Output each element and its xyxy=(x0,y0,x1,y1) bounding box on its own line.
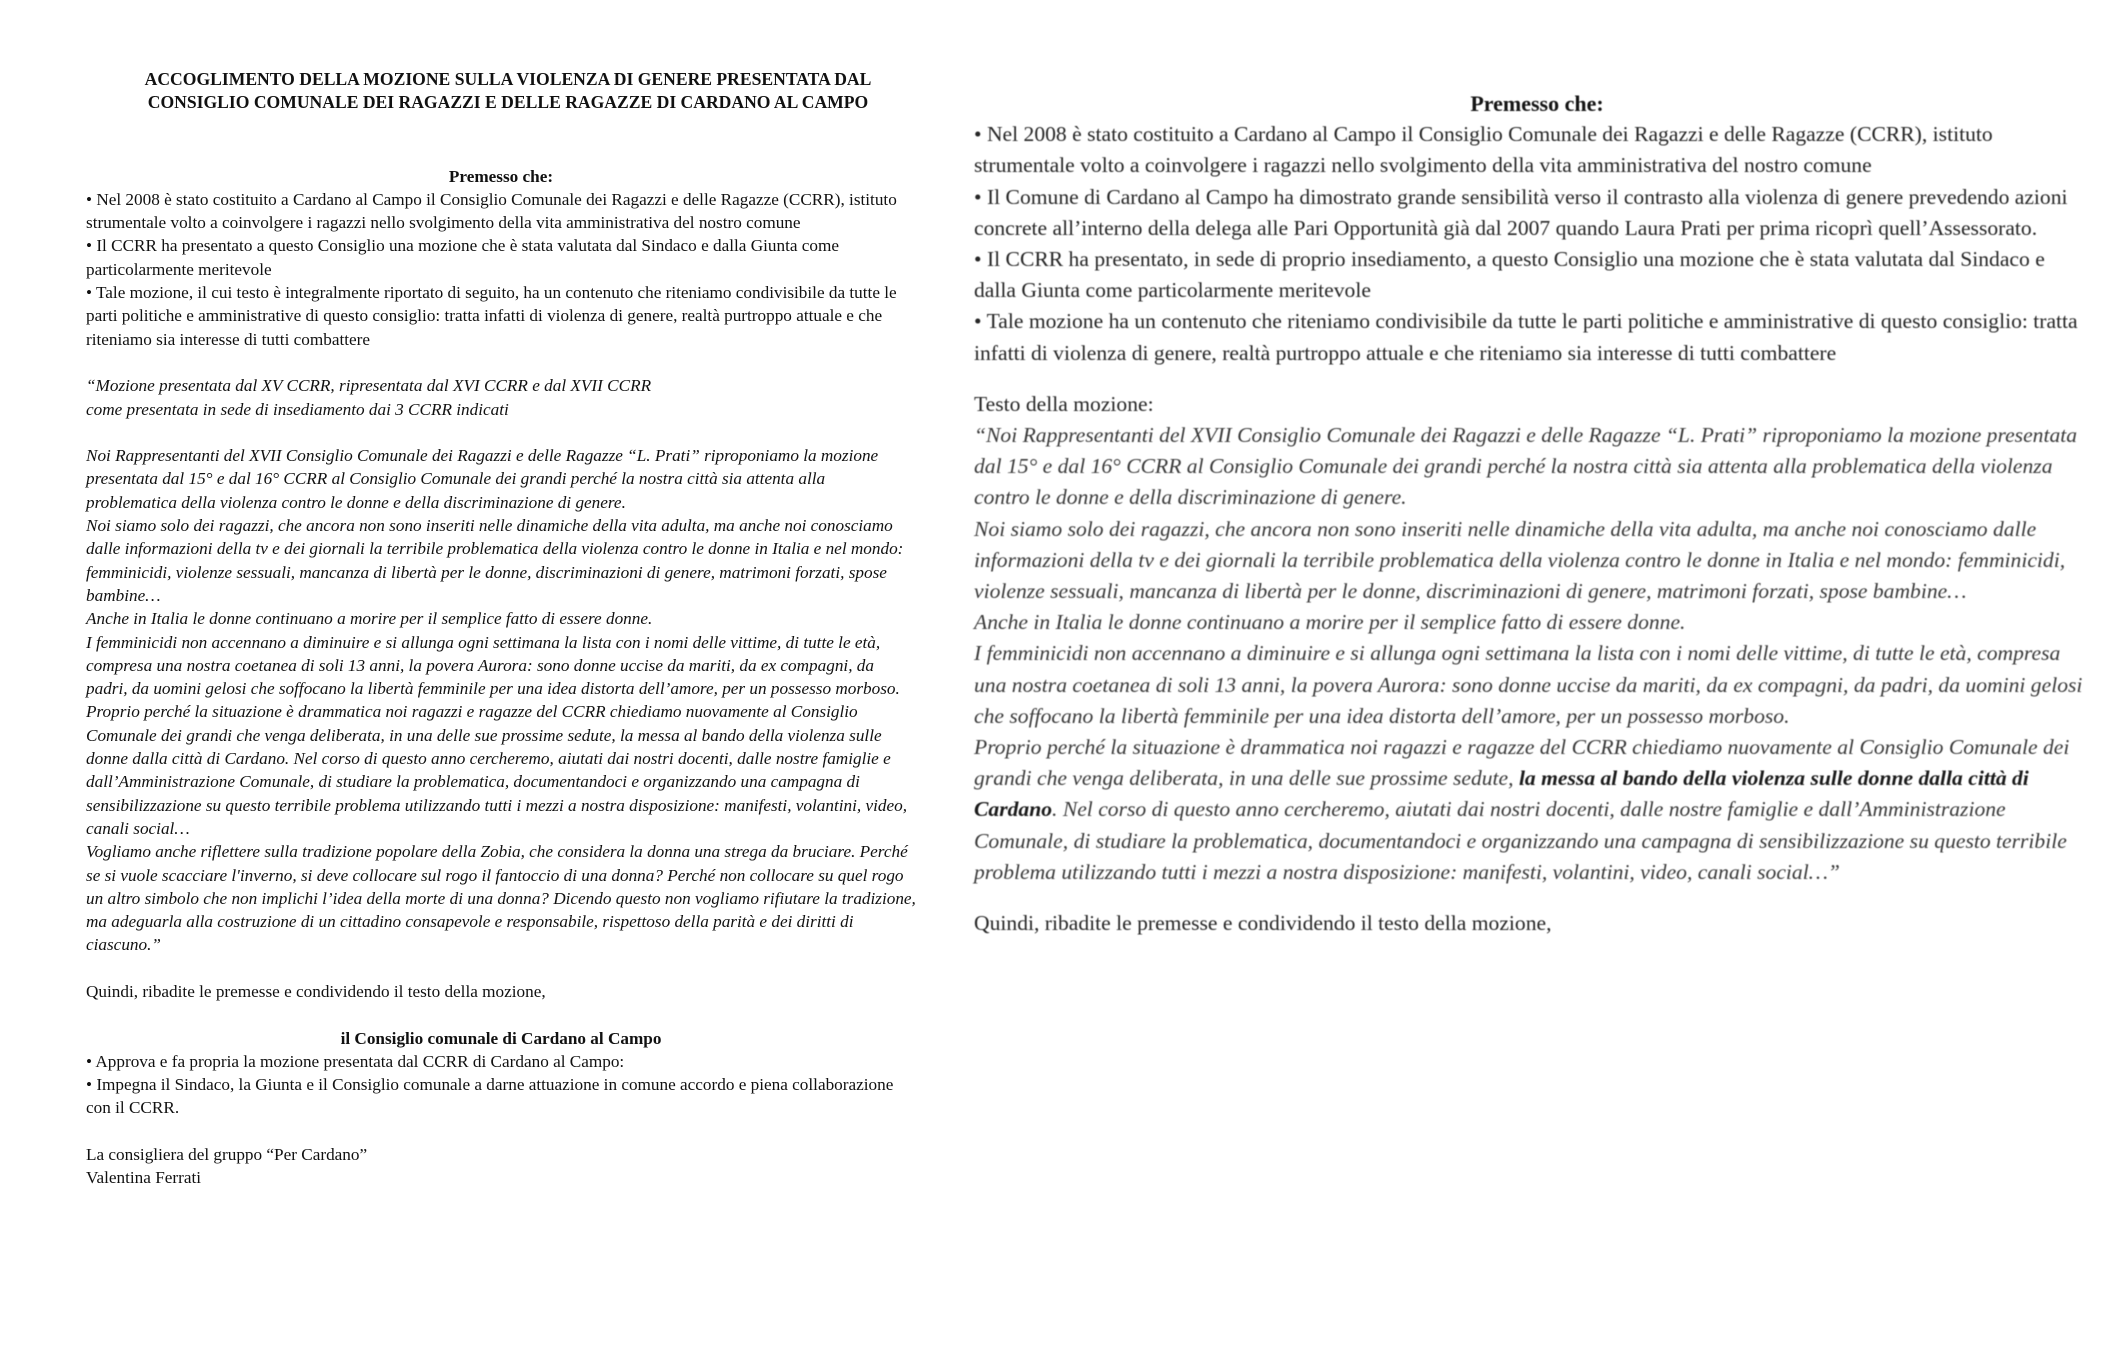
premise-bullet: • Nel 2008 è stato costituito a Cardano al Campo il Consiglio Comunale dei Ragazzi e delle Ragazze (CCRR), istituto strumentale volto a coinvolgere i ragazzi nello svolgimento della vita amministrativa del nostro comune xyxy=(974,122,1993,178)
resolution-bullet: • Approva e fa propria la mozione presentata dal CCRR di Cardano al Campo: xyxy=(86,1051,625,1071)
motion-paragraph: Noi Rappresentanti del XVII Consiglio Comunale dei Ragazzi e delle Ragazze “L. Prati” riproponiamo la mozione presentata dal 15° e dal 16° CCRR al Consiglio Comunale dei grandi perché la nostra città sia attenta alla problematica della violenza contro le donne e della discriminazione di genere. xyxy=(86,446,879,512)
quindi-text: Quindi, ribadite le premesse e condividendo il testo della mozione, xyxy=(86,981,546,1001)
testo-heading: Testo della mozione: xyxy=(974,391,1154,416)
premesso-heading: Premesso che: xyxy=(1470,91,1604,116)
motion-paragraph: “Noi Rappresentanti del XVII Consiglio Comunale dei Ragazzi e delle Ragazze “L. Prati” riproponiamo la mozione presentata dal 15° e dal 16° CCRR al Consiglio Comunale dei grandi perché la nostra città sia attenta alla problematica della violenza contro le donne e della discriminazione di genere. xyxy=(974,423,2078,510)
premise-bullet: • Nel 2008 è stato costituito a Cardano al Campo il Consiglio Comunale dei Ragazzi e delle Ragazze (CCRR), istituto strumentale volto a coinvolgere i ragazzi nello svolgimento della vita amministrativa del nostro comune xyxy=(86,189,897,233)
premise-bullet: • Il Comune di Cardano al Campo ha dimostrato grande sensibilità verso il contrasto alla violenza di genere prevedendo azioni concrete all’interno della delega alle Pari Opportunità già dal 2007 quando Laura Prati per prima ricoprì quell’Assessorato. xyxy=(974,184,2068,240)
signature-name: Valentina Ferrati xyxy=(86,1168,202,1188)
premise-bullet: • Il CCRR ha presentato a questo Consiglio una mozione che è stata valutata dal Sindaco e dalla Giunta come particolarmente meritevole xyxy=(86,236,839,279)
premise-bullet: • Tale mozione, il cui testo è integralmente riportato di seguito, ha un contenuto che riteniamo condivisibile da tutte le parti politiche e amministrative di questo consiglio: tratta infatti di violenza di genere, realtà purtroppo attuale e che riteniamo sia interesse di tutti combattere xyxy=(86,283,897,349)
motion-intro-line: come presentata in sede di insediamento dai 3 CCRR indicati xyxy=(86,399,509,419)
motion-text: Proprio perché la situazione è drammatica noi ragazzi e ragazze del CCRR chiediamo nuovamente al Consiglio Comunale dei grandi che venga deliberata, in una delle sue prossime sedute, xyxy=(974,735,2070,791)
signature-role: La consigliera del gruppo “Per Cardano” xyxy=(86,1145,368,1165)
motion-paragraph: Anche in Italia le donne continuano a morire per il semplice fatto di essere donne. xyxy=(86,609,653,629)
motion-paragraph: Vogliamo anche riflettere sulla tradizione popolare della Zobia, che considera la donna una strega da bruciare. Perché se si vuole scacciare l'inverno, si deve collocare sul rogo il fantoccio di una donna? Perché non collocare su quel rogo un altro simbolo che non implichi l’idea della morte di una donna? Dicendo questo non vogliamo rifiutare la tradizione, ma adeguarla alla costruzione di un cittadino consapevole e responsabile, rispettoso della parità e dei diritti di ciascuno.” xyxy=(86,842,916,955)
motion-paragraph: Proprio perché la situazione è drammatica noi ragazzi e ragazze del CCRR chiediamo nuovamente al Consiglio Comunale dei grandi che venga deliberata, in una delle sue prossime sedute, la messa al bando della violenza sulle donne dalla città di Cardano. Nel corso di questo anno cercheremo, aiutati dai nostri docenti, dalle nostre famiglie e dall’Amministrazione Comunale, di studiare la problematica, documentandoci e organizzando una campagna di sensibilizzazione su questo terribile problema utilizzando tutti i mezzi a nostra disposizione: manifesti, volantini, video, canali social… xyxy=(86,702,908,838)
left-document xyxy=(86,68,916,1190)
premise-bullet: • Tale mozione ha un contenuto che riteniamo condivisibile da tutte le parti politiche e amministrative di questo consiglio: tratta infatti di violenza di genere, realtà purtroppo attuale e che riteniamo sia interesse di tutti combattere xyxy=(974,309,2078,365)
signature xyxy=(86,1143,916,1190)
motion-paragraph: Noi siamo solo dei ragazzi, che ancora non sono inseriti nelle dinamiche della vita adulta, ma anche noi conosciamo dalle informazioni della tv e dei giornali la terribile problematica della violenza contro le donne in Italia e nel mondo: femminicidi, violenze sessuali, mancanza di libertà per le donne, discriminazioni di genere, matrimoni forzati, spose bambine… xyxy=(974,516,2066,604)
motion-text: . Nel corso di questo anno cercheremo, aiutati dai nostri docenti, dalle nostre famiglie e dall’Amministrazione Comunale, di studiare la problematica, documentandoci e organizzando una campagna di sensibilizzazione su questo terribile problema utilizzando tutti i mezzi a nostra disposizione: manifesti, volantini, video, canali social…” xyxy=(974,797,2067,884)
motion-paragraph: I femminicidi non accennano a diminuire e si allunga ogni settimana la lista con i nomi delle vittime, di tutte le età, compresa una nostra coetanea di soli 13 anni, la povera Aurora: sono donne uccise da mariti, da ex compagni, da padri, da uomini gelosi che soffocano la libertà femminile per una idea distorta dell’amore, per un possesso morboso. xyxy=(974,641,2083,728)
resolution-bullet: • Impegna il Sindaco, la Giunta e il Consiglio comunale a darne attuazione in comune accordo e piena collaborazione con il CCRR. xyxy=(86,1075,894,1118)
motion-bold-text: la messa al bando della violenza sulle donne dalla città di Cardano xyxy=(974,766,2029,822)
motion-intro xyxy=(86,374,916,421)
motion-paragraph: Noi siamo solo dei ragazzi, che ancora non sono inseriti nelle dinamiche della vita adulta, ma anche noi conosciamo dalle informazioni della tv e dei giornali la terribile problematica della violenza contro le donne in Italia e nel mondo: femminicidi, violenze sessuali, mancanza di libertà per le donne, discriminazioni di genere, matrimoni forzati, spose bambine… xyxy=(86,516,904,605)
motion-paragraph xyxy=(974,732,2092,888)
motion-paragraph: I femminicidi non accennano a diminuire e si allunga ogni settimana la lista con i nomi delle vittime, di tutte le età, compresa una nostra coetanea di soli 13 anni, la povera Aurora: sono donne uccise da mariti, da ex compagni, da padri, da uomini gelosi che soffocano la libertà femminile per una idea distorta dell’amore, per un possesso morboso. xyxy=(86,632,900,699)
council-heading: il Consiglio comunale di Cardano al Campo xyxy=(340,1028,662,1048)
premesso-heading: Premesso che: xyxy=(448,166,554,186)
document-title: ACCOGLIMENTO DELLA MOZIONE SULLA VIOLENZA DI GENERE PRESENTATA DAL CONSIGLIO COMUNALE DEI RAGAZZI E DELLE RAGAZZE DI CARDANO AL CAMPO xyxy=(144,69,872,113)
quindi-text: Quindi, ribadite le premesse e condividendo il testo della mozione, xyxy=(974,911,1552,936)
right-document xyxy=(974,88,2092,939)
motion-paragraph: Anche in Italia le donne continuano a morire per il semplice fatto di essere donne. xyxy=(974,610,1686,635)
premise-bullet: • Il CCRR ha presentato, in sede di proprio insediamento, a questo Consiglio una mozione che è stata valutata dal Sindaco e dalla Giunta come particolarmente meritevole xyxy=(974,247,2045,303)
motion-intro-line: “Mozione presentata dal XV CCRR, ripresentata dal XVI CCRR e dal XVII CCRR xyxy=(86,376,652,396)
